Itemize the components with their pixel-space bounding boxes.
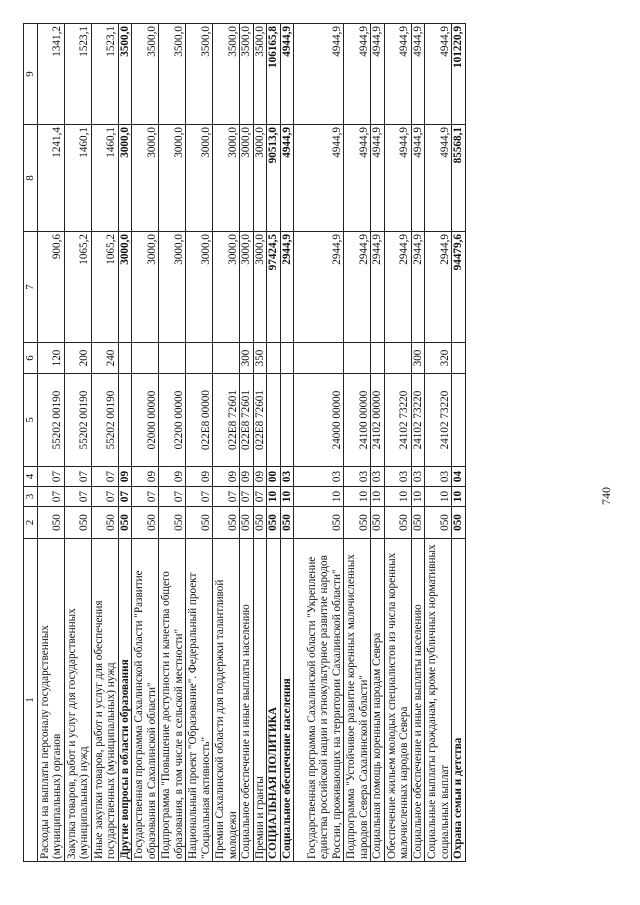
amount-col-9: 4944,9 [371, 24, 385, 125]
amount-col-9: 4944,9 [411, 24, 425, 125]
subsection-code: 00 [267, 467, 281, 487]
ministry-code: 050 [267, 507, 281, 539]
item-name: Премии Сахалинской области для поддержки талантливой молодежи [213, 539, 240, 862]
column-header: 2 [24, 507, 38, 539]
amount-col-8: 4944,9 [344, 125, 371, 232]
subsection-code: 09 [118, 467, 132, 487]
amount-col-8: 3000,0 [186, 125, 213, 232]
expense-type-code [371, 343, 385, 374]
table-row [425, 24, 452, 862]
subsection-code: 03 [425, 467, 452, 487]
target-item-code: 022Е8 72601 [213, 374, 240, 467]
amount-col-9: 1523,1 [64, 24, 91, 125]
table-row [240, 24, 254, 862]
amount-col-8: 4944,9 [280, 125, 294, 232]
subsection-code: 03 [294, 467, 344, 487]
amount-col-8: 1460,1 [64, 125, 91, 232]
target-item-code: 55202 00190 [64, 374, 91, 467]
ministry-code: 050 [253, 507, 267, 539]
section-code: 07 [37, 487, 64, 507]
column-header: 9 [24, 24, 38, 125]
expense-type-code: 240 [91, 343, 118, 374]
expense-type-code: 300 [411, 343, 425, 374]
column-header: 1 [24, 539, 38, 862]
table-row [64, 24, 91, 862]
amount-col-7: 2944,9 [411, 232, 425, 343]
subsection-code: 03 [384, 467, 411, 487]
column-header: 7 [24, 232, 38, 343]
amount-col-9: 3500,0 [240, 24, 254, 125]
amount-col-9: 101220,9 [452, 24, 466, 125]
subsection-code: 03 [411, 467, 425, 487]
column-header: 5 [24, 374, 38, 467]
subsection-code: 03 [371, 467, 385, 487]
target-item-code: 02200 00000 [159, 374, 186, 467]
section-code: 07 [186, 487, 213, 507]
table-row [344, 24, 371, 862]
target-item-code: 55202 00190 [37, 374, 64, 467]
item-name: Подпрограмма "Повышение доступности и качества общего образования, в том числе в сельской местности" [159, 539, 186, 862]
amount-col-9: 3500,0 [253, 24, 267, 125]
expense-type-code: 200 [64, 343, 91, 374]
amount-col-7: 2944,9 [280, 232, 294, 343]
table-body [37, 24, 465, 862]
section-code: 07 [118, 487, 132, 507]
item-name: Социальное обеспечение и иные выплаты населению [240, 539, 254, 862]
column-header: 8 [24, 125, 38, 232]
section-code: 07 [159, 487, 186, 507]
expense-type-code [159, 343, 186, 374]
amount-col-8: 1460,1 [91, 125, 118, 232]
expense-type-code [384, 343, 411, 374]
subsection-code: 09 [186, 467, 213, 487]
item-name: Обеспечение жильем молодых специалистов из числа коренных малочисленных народов Севера [384, 539, 411, 862]
table-row [213, 24, 240, 862]
subsection-code: 03 [280, 467, 294, 487]
target-item-code [280, 374, 294, 467]
amount-col-7: 2944,9 [384, 232, 411, 343]
section-code: 07 [132, 487, 159, 507]
amount-col-9: 3500,0 [213, 24, 240, 125]
table-row [118, 24, 132, 862]
table-row [253, 24, 267, 862]
expense-type-code [132, 343, 159, 374]
target-item-code [452, 374, 466, 467]
amount-col-7: 3000,0 [132, 232, 159, 343]
section-code: 10 [384, 487, 411, 507]
table-row [452, 24, 466, 862]
expense-type-code: 120 [37, 343, 64, 374]
section-code: 07 [240, 487, 254, 507]
expense-type-code [213, 343, 240, 374]
subsection-code: 09 [132, 467, 159, 487]
subsection-code: 09 [213, 467, 240, 487]
column-header: 3 [24, 487, 38, 507]
amount-col-7: 1065,2 [91, 232, 118, 343]
ministry-code: 050 [411, 507, 425, 539]
amount-col-8: 4944,9 [294, 125, 344, 232]
amount-col-9: 1341,2 [37, 24, 64, 125]
expense-type-code [186, 343, 213, 374]
item-name: СОЦИАЛЬНАЯ ПОЛИТИКА [267, 539, 281, 862]
section-code: 10 [267, 487, 281, 507]
ministry-code: 050 [186, 507, 213, 539]
ministry-code: 050 [159, 507, 186, 539]
target-item-code: 24000 00000 [294, 374, 344, 467]
expense-type-code [294, 343, 344, 374]
item-name: Охрана семьи и детства [452, 539, 466, 862]
ministry-code: 050 [384, 507, 411, 539]
item-name: Другие вопросы в области образования [118, 539, 132, 862]
ministry-code: 050 [64, 507, 91, 539]
amount-col-9: 4944,9 [280, 24, 294, 125]
amount-col-7: 1065,2 [64, 232, 91, 343]
section-code: 07 [64, 487, 91, 507]
item-name: Государственная программа Сахалинской области "Укрепление единства российской нации и этнокультурное развитие народов России, проживающих на территории Сахалинской области" [294, 539, 344, 862]
table-row [267, 24, 281, 862]
table-row [186, 24, 213, 862]
expense-type-code [280, 343, 294, 374]
table-row [384, 24, 411, 862]
amount-col-9: 1523,1 [91, 24, 118, 125]
expense-type-code [344, 343, 371, 374]
target-item-code: 022Е8 72601 [253, 374, 267, 467]
ministry-code: 050 [371, 507, 385, 539]
section-code: 10 [294, 487, 344, 507]
target-item-code: 24102 73220 [411, 374, 425, 467]
amount-col-8: 4944,9 [425, 125, 452, 232]
subsection-code: 03 [344, 467, 371, 487]
amount-col-7: 3000,0 [118, 232, 132, 343]
item-name: Социальное обеспечение и иные выплаты населению [411, 539, 425, 862]
section-code: 10 [452, 487, 466, 507]
target-item-code: 02000 00000 [132, 374, 159, 467]
table-row [159, 24, 186, 862]
amount-col-8: 4944,9 [371, 125, 385, 232]
amount-col-7: 3000,0 [253, 232, 267, 343]
amount-col-9: 4944,9 [425, 24, 452, 125]
amount-col-7: 2944,9 [425, 232, 452, 343]
item-name: Закупка товаров, работ и услуг для государственных (муниципальных) нужд [64, 539, 91, 862]
amount-col-8: 90513,0 [267, 125, 281, 232]
ministry-code: 050 [294, 507, 344, 539]
amount-col-8: 3000,0 [253, 125, 267, 232]
amount-col-7: 2944,9 [344, 232, 371, 343]
target-item-code: 55202 00190 [91, 374, 118, 467]
amount-col-7: 2944,9 [294, 232, 344, 343]
amount-col-9: 4944,9 [344, 24, 371, 125]
ministry-code: 050 [132, 507, 159, 539]
target-item-code: 24100 00000 [344, 374, 371, 467]
ministry-code: 050 [344, 507, 371, 539]
amount-col-9: 3500,0 [132, 24, 159, 125]
section-code: 10 [425, 487, 452, 507]
table-row [91, 24, 118, 862]
expense-type-code [267, 343, 281, 374]
expense-type-code: 320 [425, 343, 452, 374]
table-row [294, 24, 344, 862]
amount-col-7: 3000,0 [240, 232, 254, 343]
item-name: Премии и гранты [253, 539, 267, 862]
amount-col-7: 3000,0 [213, 232, 240, 343]
section-code: 10 [280, 487, 294, 507]
target-item-code: 24102 00000 [371, 374, 385, 467]
ministry-code: 050 [37, 507, 64, 539]
column-header: 6 [24, 343, 38, 374]
item-name: Социальные выплаты гражданам, кроме публичных нормативных социальных выплат [425, 539, 452, 862]
target-item-code [118, 374, 132, 467]
section-code: 10 [371, 487, 385, 507]
amount-col-9: 3500,0 [118, 24, 132, 125]
amount-col-8: 85568,1 [452, 125, 466, 232]
ministry-code: 050 [425, 507, 452, 539]
amount-col-7: 97424,5 [267, 232, 281, 343]
section-code: 07 [253, 487, 267, 507]
target-item-code: 022Е8 00000 [186, 374, 213, 467]
item-name: Расходы на выплаты персоналу государственных (муниципальных) органов [37, 539, 64, 862]
subsection-code: 07 [64, 467, 91, 487]
ministry-code: 050 [452, 507, 466, 539]
table-header-row [24, 24, 38, 862]
ministry-code: 050 [118, 507, 132, 539]
amount-col-9: 4944,9 [294, 24, 344, 125]
subsection-code: 07 [91, 467, 118, 487]
amount-col-9: 4944,9 [384, 24, 411, 125]
amount-col-8: 3000,0 [240, 125, 254, 232]
ministry-code: 050 [213, 507, 240, 539]
subsection-code: 09 [240, 467, 254, 487]
expense-type-code [452, 343, 466, 374]
table-row [132, 24, 159, 862]
amount-col-9: 106165,8 [267, 24, 281, 125]
section-code: 10 [344, 487, 371, 507]
subsection-code: 04 [452, 467, 466, 487]
amount-col-9: 3500,0 [186, 24, 213, 125]
ministry-code: 050 [91, 507, 118, 539]
column-header: 4 [24, 467, 38, 487]
amount-col-8: 1241,4 [37, 125, 64, 232]
item-name: Подпрограмма "Устойчивое развитие коренных малочисленных народов Севера Сахалинской области" [344, 539, 371, 862]
amount-col-7: 94479,6 [452, 232, 466, 343]
item-name: Социальная помощь коренным народам Севера [371, 539, 385, 862]
amount-col-8: 3000,0 [118, 125, 132, 232]
subsection-code: 09 [159, 467, 186, 487]
section-code: 07 [91, 487, 118, 507]
ministry-code: 050 [280, 507, 294, 539]
subsection-code: 09 [253, 467, 267, 487]
page-number: 740 [599, 487, 613, 505]
table-row [371, 24, 385, 862]
amount-col-8: 3000,0 [132, 125, 159, 232]
section-code: 10 [411, 487, 425, 507]
expense-type-code [118, 343, 132, 374]
target-item-code: 24102 73220 [425, 374, 452, 467]
table-row [37, 24, 64, 862]
table-row [411, 24, 425, 862]
expense-type-code: 350 [253, 343, 267, 374]
item-name: Государственная программа Сахалинской области "Развитие образования в Сахалинской области" [132, 539, 159, 862]
target-item-code [267, 374, 281, 467]
amount-col-7: 2944,9 [371, 232, 385, 343]
subsection-code: 07 [37, 467, 64, 487]
item-name: Национальный проект "Образование". Федеральный проект "Социальная активность" [186, 539, 213, 862]
ministry-code: 050 [240, 507, 254, 539]
amount-col-8: 3000,0 [213, 125, 240, 232]
item-name: Социальное обеспечение населения [280, 539, 294, 862]
amount-col-7: 3000,0 [159, 232, 186, 343]
amount-col-7: 900,6 [37, 232, 64, 343]
target-item-code: 022Е8 72601 [240, 374, 254, 467]
budget-table [23, 23, 466, 862]
target-item-code: 24102 73220 [384, 374, 411, 467]
item-name: Иные закупки товаров, работ и услуг для обеспечения государственных (муниципальных) нужд [91, 539, 118, 862]
amount-col-8: 4944,9 [411, 125, 425, 232]
amount-col-8: 4944,9 [384, 125, 411, 232]
section-code: 07 [213, 487, 240, 507]
amount-col-7: 3000,0 [186, 232, 213, 343]
table-row [280, 24, 294, 862]
expense-type-code: 300 [240, 343, 254, 374]
amount-col-9: 3500,0 [159, 24, 186, 125]
amount-col-8: 3000,0 [159, 125, 186, 232]
